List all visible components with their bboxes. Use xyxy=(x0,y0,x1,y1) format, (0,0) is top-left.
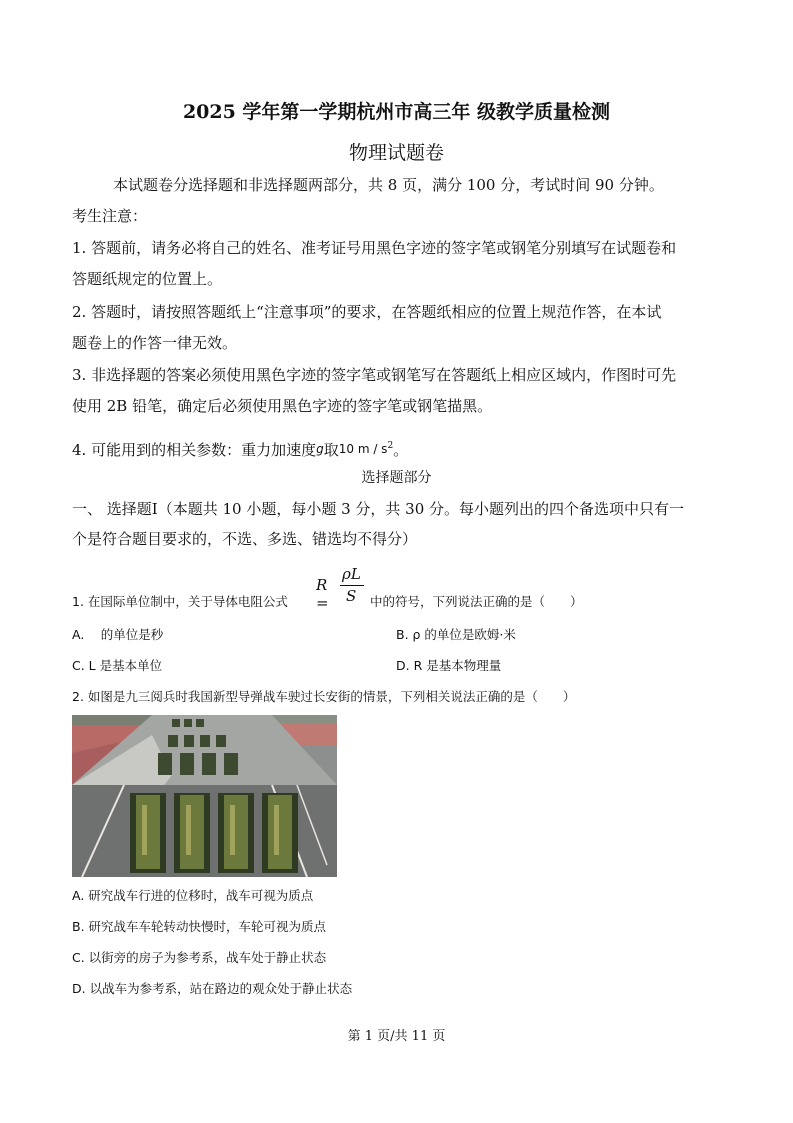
q2-option-d: D. 以战车为参考系，站在路边的观众处于静止状态 xyxy=(72,981,353,996)
q1-option-a: A. 的单位是秒 xyxy=(72,627,164,642)
notice-heading: 考生注意： xyxy=(72,207,148,225)
section-title: 选择题部分 xyxy=(361,470,432,486)
notice-2-line-2: 题卷上的作答一律无效。 xyxy=(72,334,238,352)
q2-option-b: B. 研究战车车轮转动快慢时，车轮可视为质点 xyxy=(72,919,327,934)
gravity-value: 10 m / s xyxy=(338,442,388,456)
notice-3-line-2: 使用 2B 铅笔，确定后必须使用黑色字迹的签字笔或钢笔描黑。 xyxy=(72,397,493,415)
exam-subtitle: 物理试题卷 xyxy=(348,142,444,164)
formula-denominator: S xyxy=(346,587,357,605)
notice-4-prefix: 4. 可能用到的相关参数：重力加速度 xyxy=(72,441,317,459)
q2-stem: 2. 如图是九三阅兵时我国新型导弹战车驶过长安街的情景，下列相关说法正确的是（ ） xyxy=(72,689,576,704)
notice-4-end: 。 xyxy=(393,441,409,459)
part1-line-2: 个是符合题目要求的，不选、多选、错选均不得分） xyxy=(72,530,418,548)
q2-option-a: A. 研究战车行进的位移时，战车可视为质点 xyxy=(72,888,314,903)
notice-2-line-1: 2. 答题时，请按照答题纸上“注意事项”的要求，在答题纸相应的位置上规范作答，在本试 xyxy=(72,303,662,321)
notice-1-line-1: 1. 答题前，请务必将自己的姓名、准考证号用黑色字迹的签字笔或钢笔分别填写在试题卷和 xyxy=(72,239,677,257)
notice-3-line-1: 3. 非选择题的答案必须使用黑色字迹的签字笔或钢笔写在答题纸上相应区域内，作图时可先 xyxy=(72,366,677,384)
q2-option-c: C. 以街旁的房子为参考系，战车处于静止状态 xyxy=(72,950,327,965)
gravity-exponent: 2 xyxy=(387,441,394,451)
notice-4-take: 取 xyxy=(323,441,339,459)
page-footer: 第 1 页/共 11 页 xyxy=(347,1029,446,1044)
formula-numerator: ρL xyxy=(342,565,361,583)
exam-title: 2025 学年第一学期杭州市高三年 级教学质量检测 xyxy=(182,101,611,123)
fraction-bar xyxy=(340,585,364,586)
q1-option-c: C. L 是基本单位 xyxy=(72,658,163,673)
parade-missile-vehicles-photo xyxy=(72,715,337,877)
q1-option-d: D. R 是基本物理量 xyxy=(396,658,502,673)
notice-1-line-2: 答题纸规定的位置上。 xyxy=(72,270,223,288)
part1-line-1: 一、 选择题Ⅰ（本题共 10 小题，每小题 3 分，共 30 分。每小题列出的四个备选项中只有一 xyxy=(72,500,685,518)
gravity-symbol: g xyxy=(316,442,324,456)
q1-option-b: B. ρ 的单位是欧姆·米 xyxy=(396,627,516,642)
notice-4 xyxy=(72,431,408,466)
q1-stem-after: 中的符号，下列说法正确的是（ ） xyxy=(370,594,583,609)
intro-text: 本试题卷分选择题和非选择题两部分，共 8 页，满分 100 分，考试时间 90 分钟。 xyxy=(113,176,664,194)
q1-stem-before: 1. 在国际单位制中，关于导体电阻公式 xyxy=(72,594,288,609)
formula-lhs: R = xyxy=(316,576,329,612)
